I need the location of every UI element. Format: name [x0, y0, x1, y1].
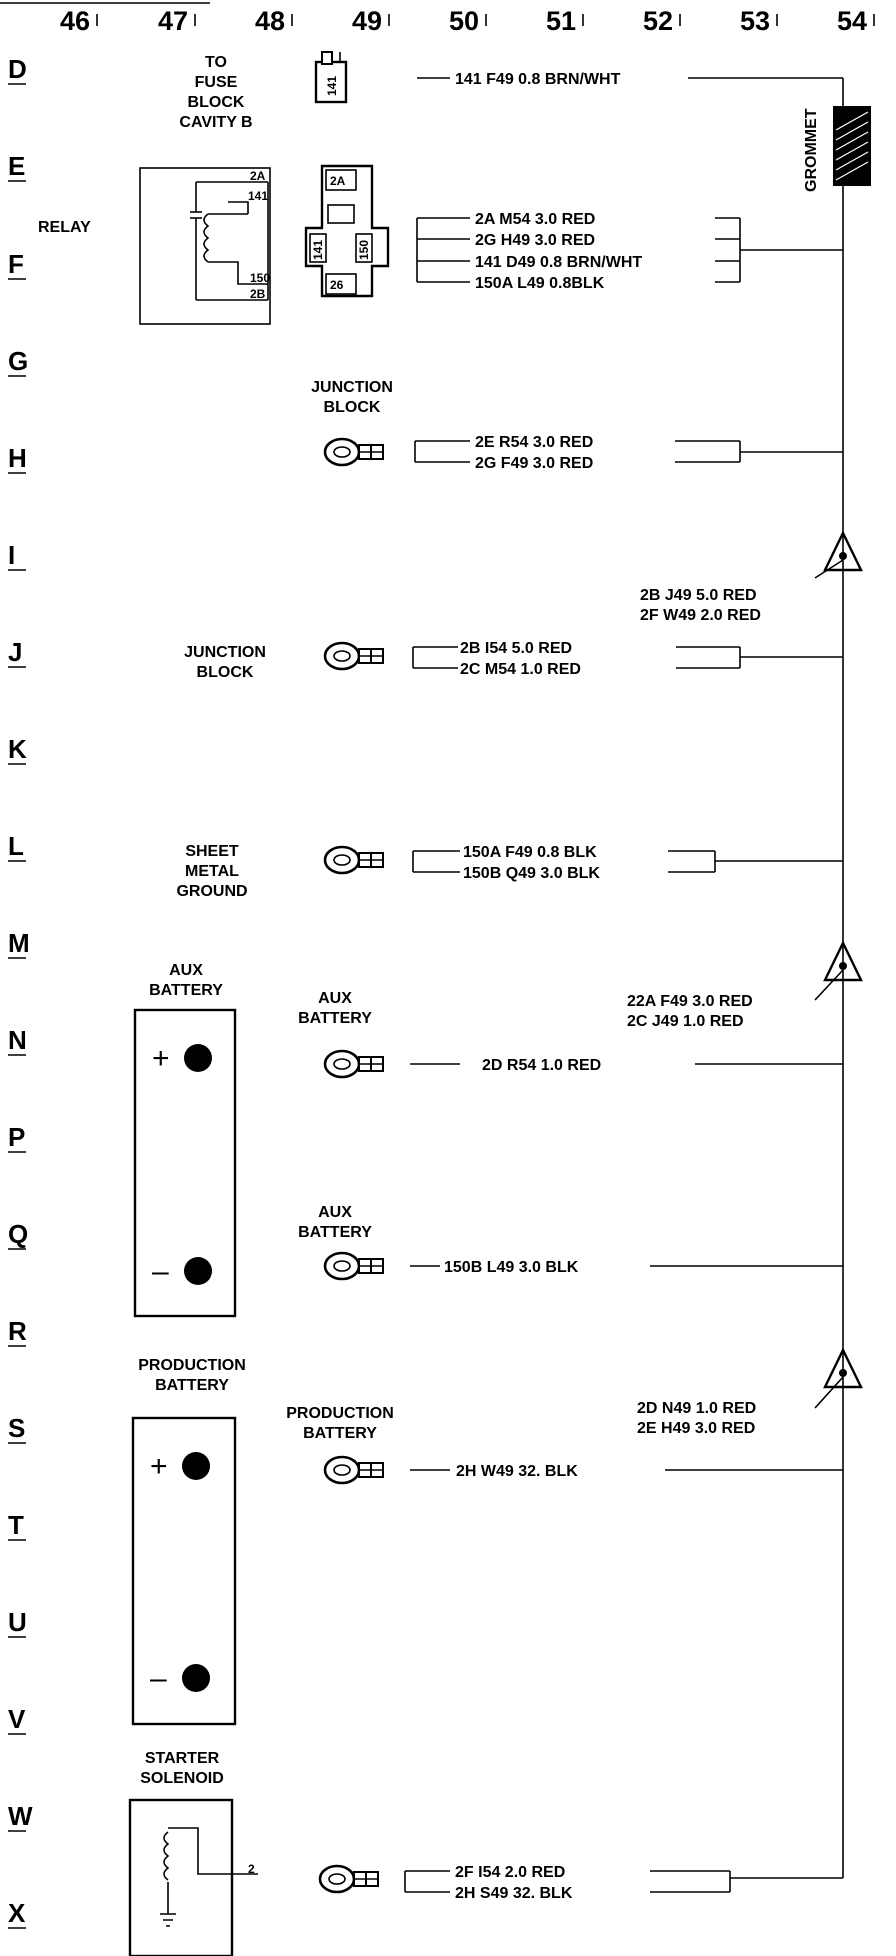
row-letter: P: [8, 1122, 26, 1152]
relay-pin-label: 2A: [250, 169, 266, 183]
wire-label: 2E H49 3.0 RED: [637, 1420, 756, 1437]
positive-terminal-post: [182, 1452, 210, 1480]
wire-label: 141 D49 0.8 BRN/WHT: [475, 254, 643, 271]
fuse-connector-pin: 141: [325, 75, 339, 96]
production-battery-cable: [286, 1405, 843, 1483]
fuse-connector-icon: [316, 52, 346, 102]
wire-label: 2C J49 1.0 RED: [627, 1013, 744, 1030]
wire-label: 2C M54 1.0 RED: [460, 661, 581, 678]
column-header: [0, 3, 874, 36]
sheet-metal-ground: [176, 843, 843, 900]
junction-block-label: JUNCTION: [311, 379, 393, 396]
row-letter: V: [8, 1704, 26, 1734]
positive-terminal-post: [184, 1044, 212, 1072]
wire-label: 2H S49 32. BLK: [455, 1885, 573, 1902]
wire-label: 2E R54 3.0 RED: [475, 434, 594, 451]
aux-battery-positive-cable: [298, 990, 843, 1077]
row-letter: D: [8, 54, 27, 84]
fuse-block-feed: [179, 52, 843, 131]
fuse-block-label: BLOCK: [187, 94, 245, 111]
row-letter: T: [8, 1510, 24, 1540]
row-letter: R: [8, 1316, 27, 1346]
row-letter: G: [8, 346, 29, 376]
grommet: [803, 106, 871, 192]
ground-label: SHEET: [185, 843, 239, 860]
fuse-block-label: TO: [205, 54, 227, 71]
row-letter: J: [8, 637, 23, 667]
row-letter: W: [8, 1801, 33, 1831]
column-number: 49: [352, 6, 383, 36]
ring-terminal-icon: [325, 439, 383, 465]
column-number: 48: [255, 6, 286, 36]
ground-label: GROUND: [176, 883, 248, 900]
aux-battery-label: AUX: [169, 962, 203, 979]
relay-connector-pin: 26: [330, 278, 344, 292]
relay-pin-label: 2B: [250, 287, 266, 301]
relay-connector-pin: 2A: [330, 174, 346, 188]
row-letter: K: [8, 734, 27, 764]
production-battery-label: PRODUCTION: [286, 1405, 394, 1422]
negative-terminal-sign: –: [150, 1662, 167, 1695]
junction-block-2: [184, 640, 843, 681]
wire-label: 2F I54 2.0 RED: [455, 1864, 566, 1881]
wire-label: 2F W49 2.0 RED: [640, 607, 761, 624]
wire-label: 2B J49 5.0 RED: [640, 587, 757, 604]
row-letter: M: [8, 928, 30, 958]
ring-terminal-icon: [325, 1051, 383, 1077]
splice-2: [627, 943, 861, 1030]
negative-terminal-sign: –: [152, 1255, 169, 1288]
wire-label: 141 F49 0.8 BRN/WHT: [455, 71, 621, 88]
row-letter: U: [8, 1607, 27, 1637]
ring-terminal-icon: [325, 847, 383, 873]
aux-battery-label: BATTERY: [298, 1010, 372, 1027]
wire-label: 2B I54 5.0 RED: [460, 640, 573, 657]
aux-battery-label: BATTERY: [298, 1224, 372, 1241]
wire-label: 2G F49 3.0 RED: [475, 455, 594, 472]
column-number: 52: [643, 6, 674, 36]
wire-label: 2H W49 32. BLK: [456, 1463, 578, 1480]
column-number: 50: [449, 6, 480, 36]
wire-label: 2D N49 1.0 RED: [637, 1400, 757, 1417]
row-letter: X: [8, 1898, 26, 1928]
fuse-block-label: FUSE: [194, 74, 238, 91]
relay: [38, 168, 270, 324]
relay-connector-pin: 141: [311, 239, 325, 260]
relay-pin-label: 150: [250, 271, 271, 285]
relay-connector-pin: 150: [357, 239, 371, 260]
production-battery-label: BATTERY: [155, 1377, 229, 1394]
starter-pin-label: 2: [248, 1862, 255, 1876]
splice-3: [637, 1350, 861, 1437]
column-number: 47: [158, 6, 189, 36]
starter-solenoid-label: SOLENOID: [140, 1770, 224, 1787]
wire-label: 150A F49 0.8 BLK: [463, 844, 597, 861]
junction-block-label: BLOCK: [323, 399, 381, 416]
row-letter: S: [8, 1413, 26, 1443]
fuse-block-label: CAVITY B: [179, 114, 253, 131]
splice-1: [640, 533, 861, 624]
starter-solenoid-label: STARTER: [144, 1750, 220, 1767]
aux-battery-negative-cable: [298, 1204, 843, 1279]
negative-terminal-post: [182, 1664, 210, 1692]
row-letter: H: [8, 443, 27, 473]
production-battery-label: PRODUCTION: [138, 1357, 246, 1374]
ground-label: METAL: [185, 863, 239, 880]
wire-label: 150A L49 0.8BLK: [475, 275, 605, 292]
aux-battery-label: AUX: [318, 990, 352, 1007]
relay-wire-bundle: [417, 211, 843, 292]
negative-terminal-post: [184, 1257, 212, 1285]
aux-battery-label: BATTERY: [149, 982, 223, 999]
wire-label: 22A F49 3.0 RED: [627, 993, 753, 1010]
column-number: 46: [60, 6, 91, 36]
junction-block-1: [311, 379, 843, 472]
row-letter: Q: [8, 1219, 29, 1249]
wire-label: 2G H49 3.0 RED: [475, 232, 596, 249]
row-letter: I: [8, 540, 16, 570]
positive-terminal-sign: +: [150, 1450, 168, 1483]
production-battery-label: BATTERY: [303, 1425, 377, 1442]
wire-label: 2D R54 1.0 RED: [482, 1057, 602, 1074]
starter-solenoid: [130, 1750, 258, 1956]
relay-connector-icon: [306, 166, 388, 296]
starter-cable: [320, 1864, 843, 1902]
wire-label: 150B L49 3.0 BLK: [444, 1259, 579, 1276]
junction-block-label: BLOCK: [196, 664, 254, 681]
column-number: 53: [740, 6, 771, 36]
row-letter: F: [8, 249, 24, 279]
ring-terminal-icon: [325, 1457, 383, 1483]
junction-block-label: JUNCTION: [184, 644, 266, 661]
column-number: 54: [837, 6, 868, 36]
wire-label: 150B Q49 3.0 BLK: [463, 865, 600, 882]
aux-battery-label: AUX: [318, 1204, 352, 1221]
grommet-label: GROMMET: [803, 108, 820, 192]
row-letter: E: [8, 151, 26, 181]
relay-pin-label: 141: [248, 189, 269, 203]
row-header: [8, 54, 33, 1928]
ring-terminal-icon: [325, 1253, 383, 1279]
row-letter: L: [8, 831, 24, 861]
wire-label: 2A M54 3.0 RED: [475, 211, 596, 228]
aux-battery: [135, 962, 235, 1316]
column-number: 51: [546, 6, 577, 36]
relay-label: RELAY: [38, 219, 91, 236]
row-letter: N: [8, 1025, 27, 1055]
positive-terminal-sign: +: [152, 1042, 170, 1075]
production-battery: [133, 1357, 246, 1724]
ring-terminal-icon: [325, 643, 383, 669]
ring-terminal-icon: [320, 1866, 378, 1892]
